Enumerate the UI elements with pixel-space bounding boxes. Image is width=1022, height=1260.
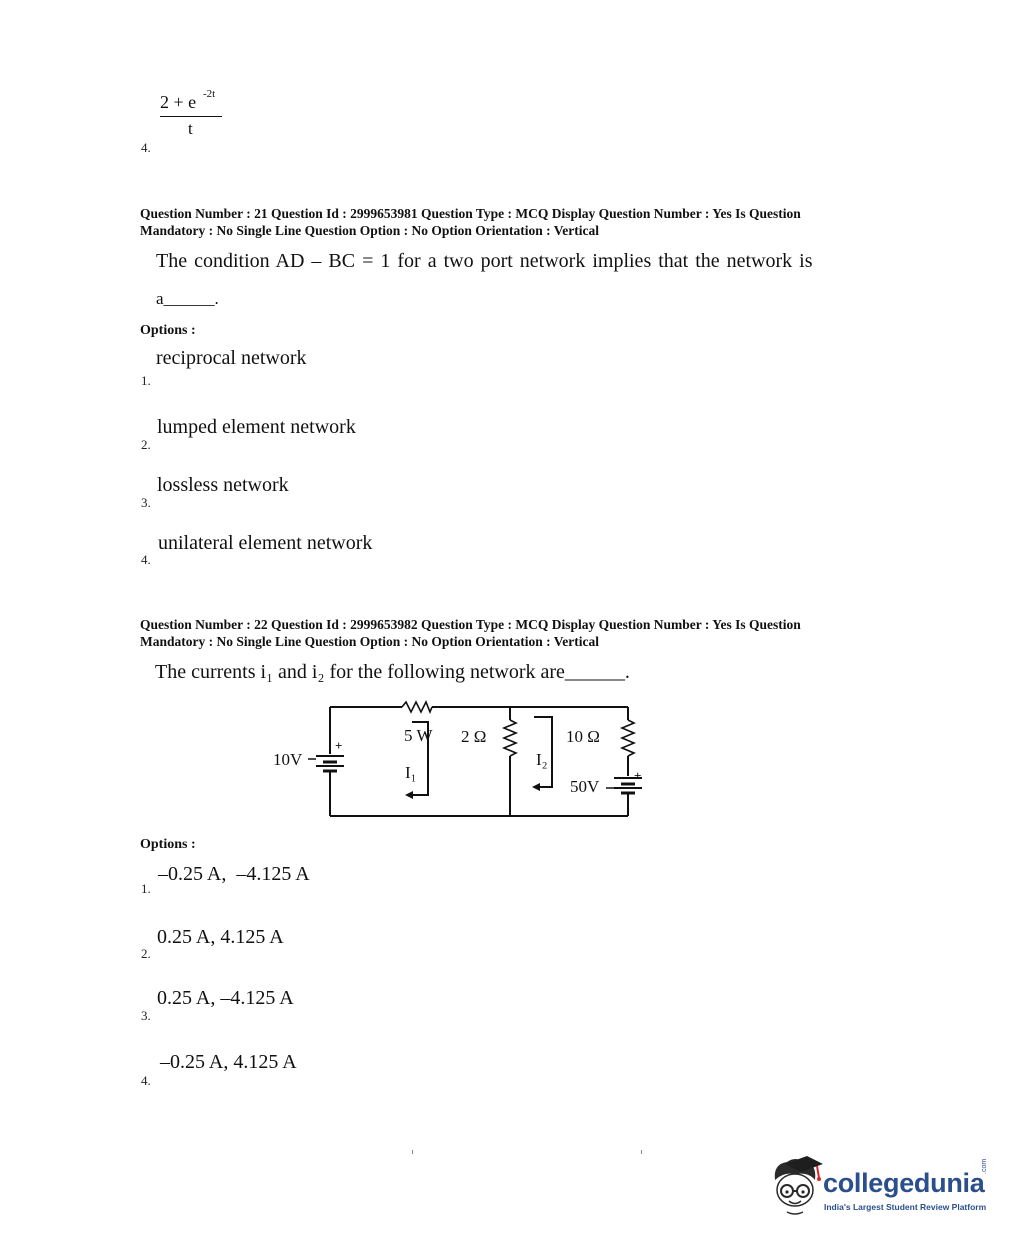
q22-stem: The currents i₁ and i₂ for the following network are______. — [155, 661, 630, 683]
q21-option-3-text[interactable]: lossless network — [157, 474, 289, 496]
q21-stem-line1: The condition AD – BC = 1 for a two port network implies that the network is — [156, 250, 813, 272]
brand-tagline: India's Largest Student Review Platform — [824, 1202, 987, 1212]
q21-option-2-number: 2. — [141, 437, 151, 452]
current-i2-arrowhead — [532, 783, 540, 791]
q21-option-1-number: 1. — [141, 373, 151, 388]
circuit-diagram — [260, 692, 660, 827]
battery-left — [316, 756, 344, 771]
circuit-plus-right: + — [634, 768, 642, 783]
circuit-label-5w: 5 W — [404, 726, 433, 745]
circuit-label-10v: 10V — [273, 750, 303, 769]
circuit-plus-left: + — [335, 738, 343, 753]
q22-option-4-text[interactable]: –0.25 A, 4.125 A — [160, 1051, 297, 1073]
q22-option-1-text[interactable]: –0.25 A, –4.125 A — [158, 863, 310, 885]
current-i1-arrowhead — [405, 791, 413, 799]
resistor-top — [402, 702, 432, 712]
q21-meta — [140, 205, 900, 239]
q22-option-1-number: 1. — [141, 881, 151, 896]
q21-option-3-number: 3. — [141, 495, 151, 510]
q21-meta-line2: Mandatory : No Single Line Question Option : No Option Orientation : Vertical — [140, 223, 600, 238]
q22-option-3-number: 3. — [141, 1008, 151, 1023]
q21-meta-line1: Question Number : 21 Question Id : 2999653981 Question Type : MCQ Display Question Number : Yes Is Question — [140, 206, 801, 221]
circuit-label-10ohm: 10 Ω — [566, 727, 600, 746]
q22-option-3-text[interactable]: 0.25 A, –4.125 A — [157, 987, 294, 1009]
q22-option-2-number: 2. — [141, 946, 151, 961]
prev-fraction — [160, 88, 224, 144]
q22-option-2-text[interactable]: 0.25 A, 4.125 A — [157, 926, 284, 948]
mascot-icon — [765, 1154, 823, 1220]
fraction-bar — [160, 116, 222, 117]
resistor-middle — [504, 720, 516, 756]
scan-mark-left — [412, 1150, 413, 1154]
q21-option-4-number: 4. — [141, 552, 151, 567]
q21-option-4-text[interactable]: unilateral element network — [158, 532, 373, 554]
q21-options-label: Options : — [140, 323, 196, 338]
fraction-denominator: t — [188, 119, 193, 138]
prev-option-number: 4. — [141, 140, 151, 155]
resistor-right — [622, 720, 634, 756]
circuit-label-i2: I₂ — [536, 750, 548, 769]
circuit-label-2ohm: 2 Ω — [461, 727, 487, 746]
q21-option-2-text[interactable]: lumped element network — [157, 416, 356, 438]
brand-logo[interactable] — [765, 1152, 995, 1222]
q21-stem-line2: a______. — [156, 289, 219, 308]
q22-options-label: Options : — [140, 837, 196, 852]
fraction-exponent: -2t — [203, 88, 216, 100]
fraction-numerator: 2 + e — [160, 92, 197, 112]
scan-mark-right — [641, 1150, 642, 1154]
q21-option-1-text[interactable]: reciprocal network — [156, 347, 307, 369]
q22-meta-line1: Question Number : 22 Question Id : 2999653982 Question Type : MCQ Display Question Number : Yes Is Question — [140, 617, 801, 632]
brand-name: collegedunia — [823, 1168, 985, 1198]
brand-suffix: .com — [981, 1158, 988, 1174]
q22-meta-line2: Mandatory : No Single Line Question Option : No Option Orientation : Vertical — [140, 634, 600, 649]
circuit-label-50v: 50V — [570, 777, 600, 796]
q22-meta — [140, 616, 900, 650]
q22-option-4-number: 4. — [141, 1073, 151, 1088]
circuit-label-i1: I₁ — [405, 763, 417, 782]
